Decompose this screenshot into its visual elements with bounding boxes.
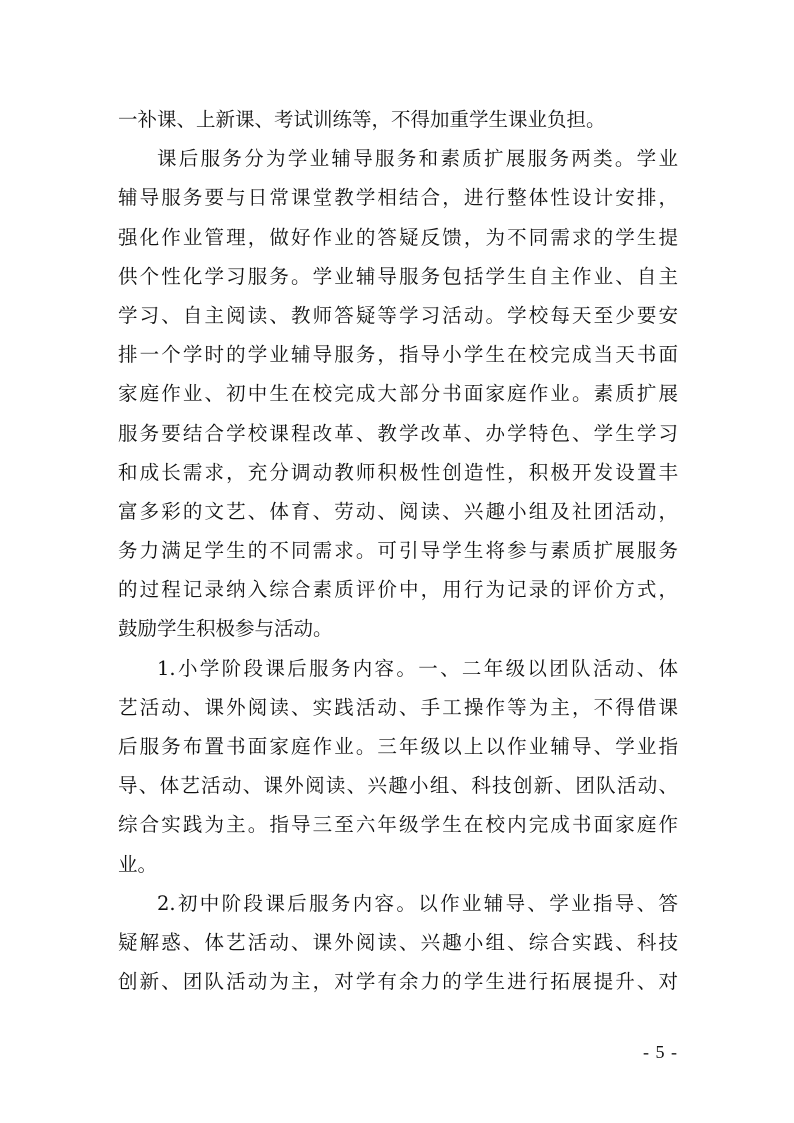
text-line: 综合实践为主。指导三至六年级学生在校内完成书面家庭作 bbox=[118, 813, 678, 837]
text-line: 艺活动、课外阅读、实践活动、手工操作等为主，不得借课 bbox=[118, 695, 678, 719]
text-line: 导、体艺活动、课外阅读、兴趣小组、科技创新、团队活动、 bbox=[118, 774, 678, 798]
text-line: 课后服务分为学业辅导服务和素质扩展服务两类。学业 bbox=[157, 147, 678, 171]
text-line: 排一个学时的学业辅导服务，指导小学生在校完成当天书面 bbox=[118, 343, 678, 367]
text-line: 和成长需求，充分调动教师积极性创造性，积极开发设置丰 bbox=[118, 460, 678, 484]
text-line: 疑解惑、体艺活动、课外阅读、兴趣小组、综合实践、科技 bbox=[118, 930, 678, 954]
text-line: 富多彩的文艺、体育、劳动、阅读、兴趣小组及社团活动， bbox=[118, 499, 678, 523]
document-body bbox=[118, 100, 678, 1001]
text-line: 创新、团队活动为主，对学有余力的学生进行拓展提升、对 bbox=[118, 970, 678, 994]
paragraph-after-school-service-types bbox=[118, 139, 678, 648]
paragraph-primary-school-services bbox=[118, 649, 678, 884]
page-number: - 5 - bbox=[643, 1042, 678, 1062]
paragraph-middle-school-services bbox=[118, 884, 678, 1002]
text-line: 务力满足学生的不同需求。可引导学生将参与素质扩展服务 bbox=[118, 539, 678, 563]
text-line: 家庭作业、初中生在校完成大部分书面家庭作业。素质扩展 bbox=[118, 382, 678, 406]
text-line: 的过程记录纳入综合素质评价中，用行为记录的评价方式， bbox=[118, 578, 678, 602]
text-line: 1.小学阶段课后服务内容。一、二年级以团队活动、体 bbox=[157, 656, 678, 680]
text-line: 鼓励学生积极参与活动。 bbox=[118, 617, 333, 641]
text-line: 业。 bbox=[118, 852, 158, 876]
text-line: 供个性化学习服务。学业辅导服务包括学生自主作业、自主 bbox=[118, 264, 678, 288]
text-line: 辅导服务要与日常课堂教学相结合，进行整体性设计安排， bbox=[118, 186, 678, 210]
text-line: 强化作业管理，做好作业的答疑反馈，为不同需求的学生提 bbox=[118, 225, 678, 249]
text-line: 2.初中阶段课后服务内容。以作业辅导、学业指导、答 bbox=[157, 891, 678, 915]
text-line: 学习、自主阅读、教师答疑等学习活动。学校每天至少要安 bbox=[118, 303, 678, 327]
text-line: 一补课、上新课、考试训练等，不得加重学生课业负担。 bbox=[118, 108, 606, 131]
text-line: 后服务布置书面家庭作业。三年级以上以作业辅导、学业指 bbox=[118, 735, 678, 758]
paragraph-continuation bbox=[118, 100, 678, 139]
text-line: 服务要结合学校课程改革、教学改革、办学特色、学生学习 bbox=[118, 421, 678, 445]
